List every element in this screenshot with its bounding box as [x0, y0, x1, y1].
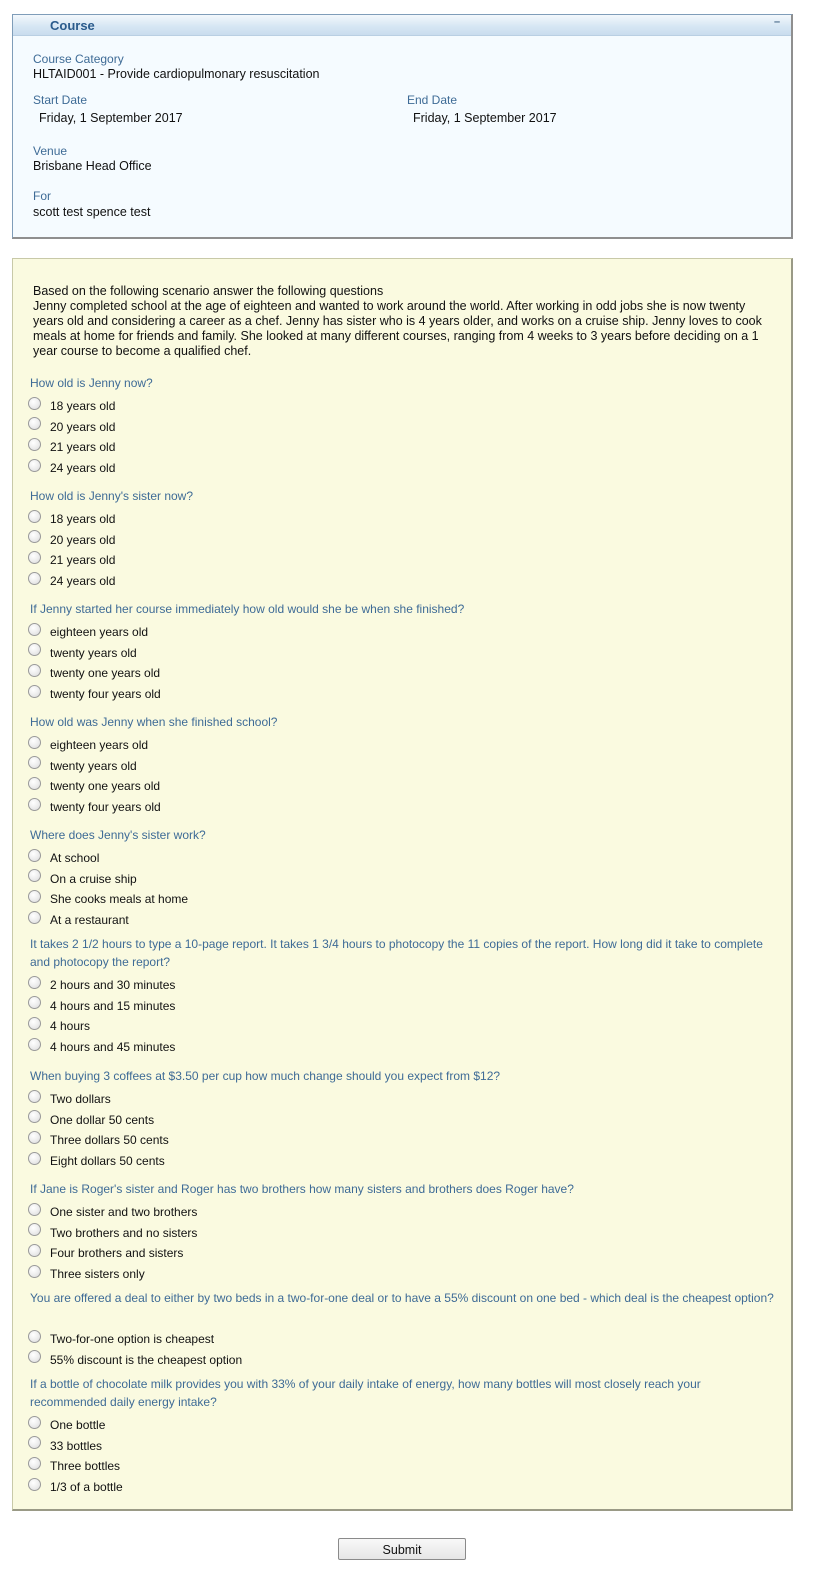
answer-option[interactable] — [28, 910, 129, 930]
answer-option-label: One sister and two brothers — [50, 1205, 198, 1219]
question-text: Where does Jenny's sister work? — [30, 828, 206, 842]
question-text: When buying 3 coffees at $3.50 per cup how much change should you expect from $12? — [30, 1069, 501, 1083]
end-date-value: Friday, 1 September 2017 — [413, 111, 557, 125]
radio-button[interactable] — [28, 996, 41, 1009]
radio-button[interactable] — [28, 530, 41, 543]
answer-option-label: twenty one years old — [50, 779, 161, 794]
answer-option[interactable] — [28, 996, 175, 1016]
question-text: If Jenny started her course immediately how old would she be when she finished? — [30, 602, 465, 616]
scenario-body: Jenny completed school at the age of eighteen and wanted to work around the world. After working in odd jobs she is now twenty years old and considering a career as a chef. Jenny has sister who is 4 years older, and works on a cruise ship. Jenny loves to cook meals at home for friends and family. She looked at many different courses, ranging from 4 weeks to 3 years before deciding on a 1 year course to become a qualified chef. — [33, 299, 762, 358]
radio-button[interactable] — [28, 798, 41, 811]
answer-option[interactable] — [28, 1350, 242, 1370]
radio-button[interactable] — [28, 849, 41, 862]
radio-button[interactable] — [28, 1203, 41, 1216]
start-date-value: Friday, 1 September 2017 — [39, 111, 183, 125]
course-panel — [12, 14, 793, 239]
answer-option[interactable] — [28, 1329, 214, 1349]
course-panel-title: Course — [50, 18, 95, 33]
radio-button[interactable] — [28, 1110, 41, 1123]
answer-option[interactable] — [28, 684, 161, 704]
question-text: How old is Jenny now? — [30, 376, 153, 390]
answer-option[interactable] — [28, 396, 115, 416]
answer-option-label: 24 years old — [50, 461, 116, 476]
radio-button[interactable] — [28, 869, 41, 882]
radio-button[interactable] — [28, 1017, 41, 1030]
answer-option[interactable] — [28, 1202, 197, 1222]
answer-option[interactable] — [28, 756, 137, 776]
answer-option[interactable] — [28, 1436, 102, 1456]
answer-option[interactable] — [28, 530, 115, 550]
for-label: For — [33, 189, 51, 203]
answer-option-label: 20 years old — [50, 419, 116, 434]
answer-option-label: At a restaurant — [50, 913, 129, 928]
answer-option[interactable] — [28, 735, 148, 755]
answer-option-label: twenty four years old — [50, 687, 161, 702]
answer-option-label: 18 years old — [50, 399, 116, 413]
radio-button[interactable] — [28, 890, 41, 903]
answer-option[interactable] — [28, 1243, 183, 1263]
radio-button[interactable] — [28, 1152, 41, 1165]
answer-option-label: Three bottles — [50, 1459, 121, 1474]
radio-button[interactable] — [28, 510, 41, 523]
radio-button[interactable] — [28, 777, 41, 790]
answer-option[interactable] — [28, 1016, 90, 1036]
answer-option-label: twenty four years old — [50, 800, 161, 815]
answer-option[interactable] — [28, 663, 160, 683]
answer-option[interactable] — [28, 622, 148, 642]
radio-button[interactable] — [28, 1330, 41, 1343]
answer-option-label: 20 years old — [50, 532, 116, 547]
answer-option-label: 4 hours and 45 minutes — [50, 1040, 176, 1055]
answer-option-label: One bottle — [50, 1418, 106, 1432]
radio-button[interactable] — [28, 1038, 41, 1051]
answer-option-label: eighteen years old — [50, 625, 149, 639]
answer-option[interactable] — [28, 975, 175, 995]
radio-button[interactable] — [28, 1436, 41, 1449]
radio-button[interactable] — [28, 623, 41, 636]
answer-option[interactable] — [28, 509, 115, 529]
radio-button[interactable] — [28, 1457, 41, 1470]
question-text: It takes 2 1/2 hours to type a 10-page report. It takes 1 3/4 hours to photocopy the 11 copies of the report. How long did it take to complete and photocopy the report? — [30, 937, 763, 969]
course-category-label: Course Category — [33, 52, 124, 66]
answer-option-label: One dollar 50 cents — [50, 1112, 155, 1127]
radio-button[interactable] — [28, 756, 41, 769]
answer-option[interactable] — [28, 643, 137, 663]
end-date-label: End Date — [407, 93, 458, 107]
answer-option-label: 55% discount is the cheapest option — [50, 1352, 243, 1367]
collapse-icon[interactable]: – — [773, 16, 781, 28]
radio-button[interactable] — [28, 1131, 41, 1144]
answer-option[interactable] — [28, 1264, 145, 1284]
answer-option-label: 2 hours and 30 minutes — [50, 978, 176, 992]
scenario-text — [33, 284, 778, 359]
radio-button[interactable] — [28, 397, 41, 410]
radio-button[interactable] — [28, 459, 41, 472]
radio-button[interactable] — [28, 911, 41, 924]
answer-option-label: 4 hours — [50, 1019, 91, 1034]
scenario-intro: Based on the following scenario answer the following questions — [33, 284, 384, 298]
radio-button[interactable] — [28, 1478, 41, 1491]
answer-option[interactable] — [28, 417, 115, 437]
start-date-label: Start Date — [33, 93, 88, 107]
answer-option[interactable] — [28, 1477, 123, 1497]
radio-button[interactable] — [28, 664, 41, 677]
radio-button[interactable] — [28, 1416, 41, 1429]
radio-button[interactable] — [28, 438, 41, 451]
quiz-panel — [12, 258, 793, 1511]
answer-option-label: 4 hours and 15 minutes — [50, 998, 176, 1013]
radio-button[interactable] — [28, 643, 41, 656]
answer-option[interactable] — [28, 1037, 175, 1057]
answer-option-label: Two dollars — [50, 1092, 111, 1106]
answer-option[interactable] — [28, 1151, 165, 1171]
answer-option-label: Four brothers and sisters — [50, 1246, 184, 1261]
question-text: You are offered a deal to either by two beds in a two-for-one deal or to have a 55% discount on one bed - which deal is the cheapest option? — [30, 1291, 774, 1305]
answer-option[interactable] — [28, 1110, 154, 1130]
answer-option-label: Two brothers and no sisters — [50, 1225, 198, 1240]
for-value: scott test spence test — [33, 205, 151, 219]
answer-option-label: 21 years old — [50, 440, 116, 455]
radio-button[interactable] — [28, 1350, 41, 1363]
answer-option-label: twenty years old — [50, 758, 137, 773]
radio-button[interactable] — [28, 572, 41, 585]
answer-option[interactable] — [28, 1223, 197, 1243]
answer-option[interactable] — [28, 776, 160, 796]
answer-option[interactable] — [28, 437, 115, 457]
answer-option[interactable] — [28, 869, 137, 889]
radio-button[interactable] — [28, 976, 41, 989]
radio-button[interactable] — [28, 1090, 41, 1103]
course-category-value: HLTAID001 - Provide cardiopulmonary resuscitation — [33, 67, 320, 81]
radio-button[interactable] — [28, 1265, 41, 1278]
answer-option-label: Two-for-one option is cheapest — [50, 1332, 215, 1346]
course-panel-header — [13, 15, 791, 36]
answer-option[interactable] — [28, 550, 115, 570]
answer-option[interactable] — [28, 1130, 169, 1150]
answer-option[interactable] — [28, 1089, 111, 1109]
answer-option-label: eighteen years old — [50, 738, 149, 752]
answer-option-label: 33 bottles — [50, 1438, 103, 1453]
answer-option[interactable] — [28, 1415, 105, 1435]
answer-option-label: twenty years old — [50, 645, 137, 660]
radio-button[interactable] — [28, 685, 41, 698]
question-text: If Jane is Roger's sister and Roger has two brothers how many sisters and brothers does Roger have? — [30, 1182, 574, 1196]
question-text: How old is Jenny's sister now? — [30, 489, 194, 503]
answer-option[interactable] — [28, 848, 99, 868]
answer-option[interactable] — [28, 458, 115, 478]
answer-option-label: Three dollars 50 cents — [50, 1133, 169, 1148]
question-text: If a bottle of chocolate milk provides you with 33% of your daily intake of energy, how many bottles will most closely reach your recommended daily energy intake? — [30, 1377, 701, 1409]
radio-button[interactable] — [28, 1244, 41, 1257]
answer-option[interactable] — [28, 571, 115, 591]
answer-option-label: On a cruise ship — [50, 871, 137, 886]
submit-button[interactable]: Submit — [338, 1538, 466, 1560]
answer-option-label: Three sisters only — [50, 1267, 145, 1282]
answer-option-label: At school — [50, 851, 100, 865]
answer-option-label: twenty one years old — [50, 666, 161, 681]
answer-option[interactable] — [28, 889, 188, 909]
answer-option[interactable] — [28, 1456, 120, 1476]
question-text: How old was Jenny when she finished school? — [30, 715, 278, 729]
answer-option-label: 24 years old — [50, 574, 116, 589]
radio-button[interactable] — [28, 551, 41, 564]
radio-button[interactable] — [28, 1223, 41, 1236]
answer-option-label: Eight dollars 50 cents — [50, 1154, 165, 1169]
venue-label: Venue — [33, 144, 68, 158]
answer-option-label: 18 years old — [50, 512, 116, 526]
radio-button[interactable] — [28, 417, 41, 430]
answer-option[interactable] — [28, 797, 161, 817]
answer-option-label: 21 years old — [50, 553, 116, 568]
answer-option-label: She cooks meals at home — [50, 892, 189, 907]
radio-button[interactable] — [28, 736, 41, 749]
venue-value: Brisbane Head Office — [33, 159, 152, 173]
answer-option-label: 1/3 of a bottle — [50, 1480, 123, 1495]
